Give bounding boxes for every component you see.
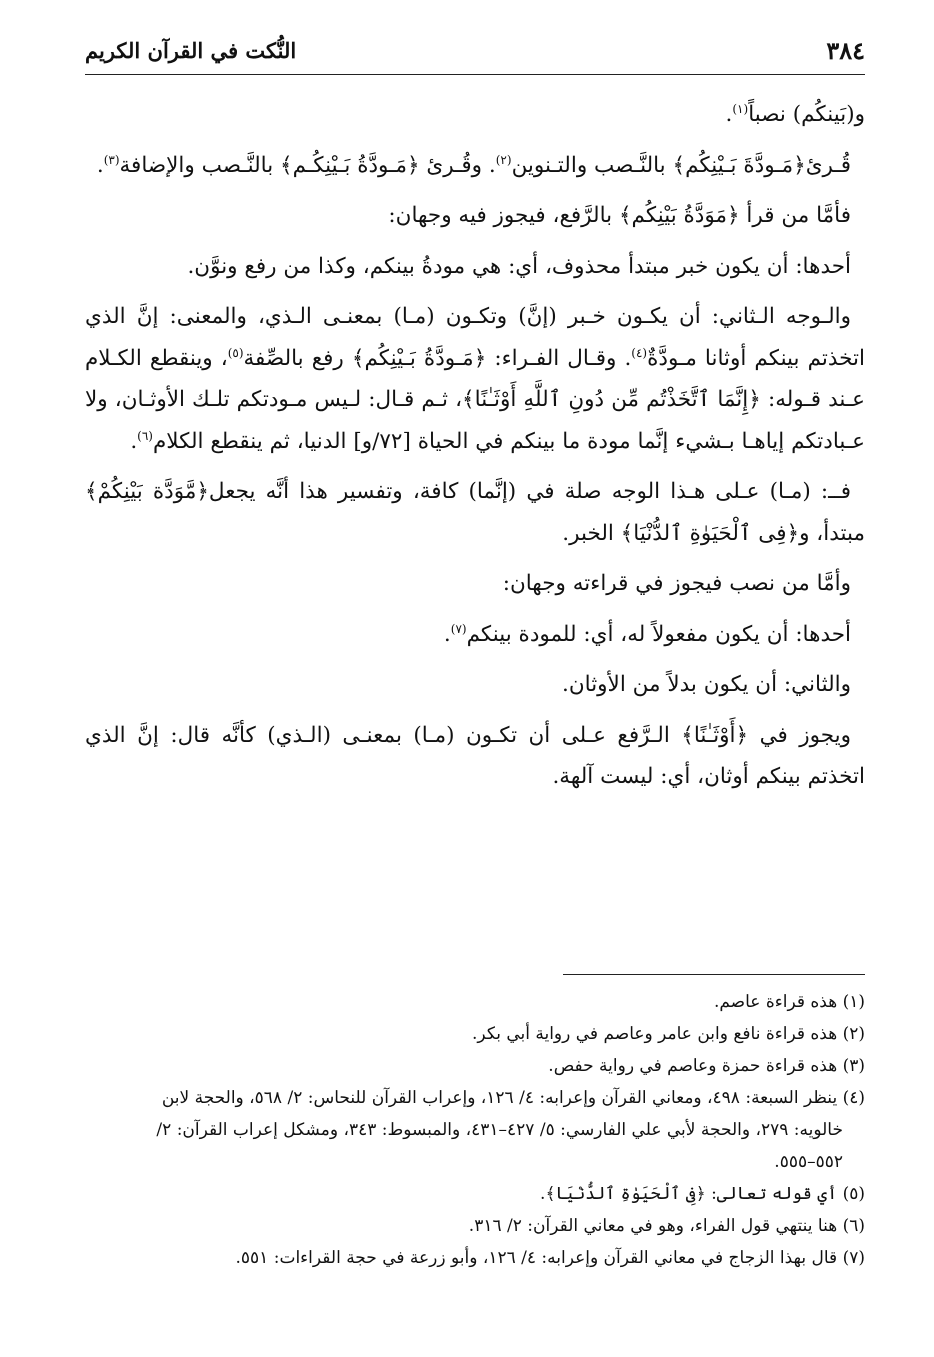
footnote-7: (٧) قال بهذا الزجاج في معاني القرآن وإعرابه: ٤/ ١٢٦، وأبو زرعة في حجة القراءات: ٥٥١. bbox=[235, 1248, 865, 1268]
paragraph-5: والـوجه الـثاني: أن يكـون خـبر (إنَّ) وتكـون (مـا) بمعنـى الـذي، والمعنى: إنَّ الذي اتخذتم بينكم أوثانا مـودَّةٌ$^{(٤)}$. وقـال الفـراء: ﴿مَـودَّةُ بَـيْنِكُم﴾ رفع بالصِّفة$^{(٥)}$، وينقطع الكـلام عـند قـوله: ﴿إِنَّمَا ٱتَّخَذْتُم مِّن دُونِ ٱللَّهِ أَوْثَـٰنًا﴾، ثـم قـال: لـيس مـودتكم تلـك الأوثـان، ولا عـبادتكم إياهـا بـشيء إنَّما مودة ما بينكم في الحياة [٧٢/و] الدنيا، ثم ينقطع الكلام$^{(٦)}$. bbox=[85, 304, 865, 454]
footnote-1: (١) هذه قراءة عاصم. bbox=[713, 992, 865, 1012]
paragraph-4: أحدها: أن يكون خبر مبتدأ محذوف، أي: هي مودةُ بينكم، وكذا من رفع ونوَّن. bbox=[187, 253, 851, 279]
footnote-ref-4[interactable]: (٤) bbox=[631, 345, 648, 360]
footnote-4-cont: خالويه: ٢٧٩، والحجة لأبي علي الفارسي: ٥/ ٤٢٧–٤٣١، والمبسوط: ٣٤٣، ومشكل إعراب القرآن: ٢/ bbox=[156, 1120, 843, 1140]
footnote-ref-7[interactable]: (٧) bbox=[450, 621, 467, 636]
footnote-ref-2[interactable]: (٢) bbox=[495, 152, 512, 167]
footnote-separator bbox=[563, 974, 865, 975]
paragraph-2: قُـرئ﴿مَـودَّةَ بَـيْنِكُم﴾ بالنَّـصب والتـنوين$^{(٢)}$. وقُـرئ ﴿مَـودَّةُ بَـيْنِكُـم﴾ بالنَّـصب والإضافة$^{(٣)}$. bbox=[96, 152, 851, 178]
footnote-2: (٢) هذه قراءة نافع وابن عامر وعاصم في رواية أبي بكر. bbox=[472, 1024, 865, 1044]
paragraph-7: وأمَّا من نصب فيجوز في قراءته وجهان: bbox=[502, 571, 851, 596]
book-page bbox=[85, 36, 865, 1268]
book-title: النُّكت في القرآن الكريم bbox=[85, 38, 297, 63]
footnote-4-cont2: ٥٥٢–٥٥٥. bbox=[774, 1152, 843, 1172]
paragraph-1: و(بَينكُم) نصباً$^{(١)}$. bbox=[725, 101, 865, 127]
header-rule bbox=[85, 74, 865, 75]
footnote-6: (٦) هنا ينتهي قول الفراء، وهو في معاني القرآن: ٢/ ٣١٦. bbox=[468, 1216, 865, 1236]
running-header bbox=[85, 36, 865, 70]
footnote-ref-6[interactable]: (٦) bbox=[137, 428, 153, 443]
footnote-ref-1[interactable]: (١) bbox=[732, 101, 749, 116]
paragraph-10: ويجوز في ﴿أَوْثَـٰنًا﴾ الـرَّفع عـلى أن تكـون (مـا) بمعنـى (الـذي) كأنَّه قال: إنَّ الذي اتخذتم بينكم أوثان، أي: ليست آلهة. bbox=[85, 722, 865, 789]
paragraph-8: أحدها: أن يكون مفعولاً له، أي: للمودة بينكم$^{(٧)}$. bbox=[443, 621, 851, 647]
main-text bbox=[85, 94, 865, 807]
footnote-3: (٣) هذه قراءة حمزة وعاصم في رواية حفص. bbox=[548, 1056, 865, 1076]
paragraph-6: فــ: (مـا) عـلى هـذا الوجه صلة في (إنَّما) كافة، وتفسير هذا أنَّه يجعل﴿مَّوَدَّة بَيْنِكُمْ﴾ مبتدأ، و﴿فِى ٱلْحَيَوٰةِ ٱلدُّنْيَا﴾ الخبر. bbox=[85, 479, 865, 546]
footnotes bbox=[85, 986, 865, 1274]
footnote-4: (٤) ينظر السبعة: ٤٩٨، ومعاني القرآن وإعرابه: ٤/ ١٢٦، وإعراب القرآن للنحاس: ٢/ ٥٦٨، والحجة لابن bbox=[161, 1088, 865, 1108]
footnote-5: (٥) أي قوله تعالى: ﴿فِى ٱلْحَيَوٰةِ ٱلدُّنْيَا﴾. bbox=[540, 1184, 865, 1204]
footnote-ref-3[interactable]: (٣) bbox=[103, 152, 120, 167]
paragraph-3: فأمَّا من قرأ ﴿مَوَدَّةُ بَيْنِكُم﴾ بالرَّفع، فيجوز فيه وجهان: bbox=[388, 203, 851, 228]
paragraph-9: والثاني: أن يكون بدلاً من الأوثان. bbox=[562, 672, 851, 697]
footnote-ref-5[interactable]: (٥) bbox=[227, 345, 244, 360]
page-number: ٣٨٤ bbox=[826, 36, 865, 65]
